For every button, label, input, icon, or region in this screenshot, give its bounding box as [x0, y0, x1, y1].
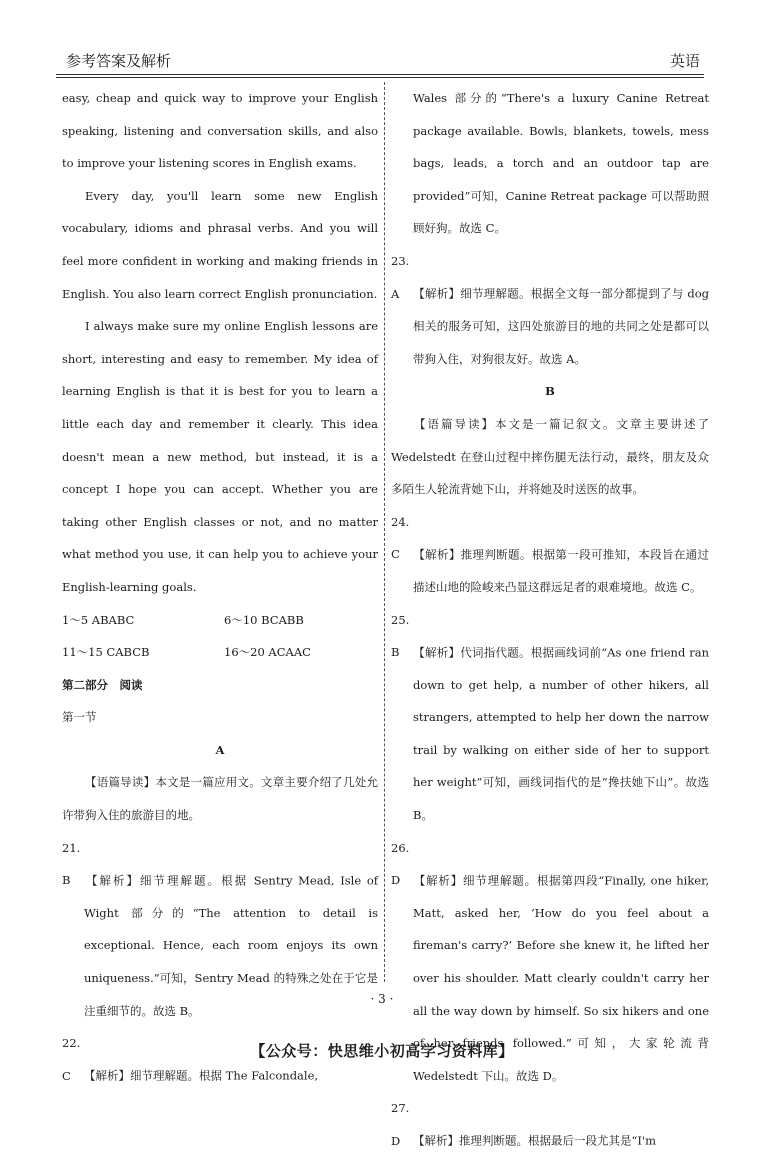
page-number: · 3 ·	[370, 992, 394, 1006]
header-subject: 英语	[669, 52, 700, 70]
guide-text: 【语篇导读】本文是一篇应用文。文章主要介绍了几处允许带狗入住的旅游目的地。	[62, 775, 378, 823]
column-divider	[384, 82, 385, 982]
answer-explanation: 21. B 【解析】细节理解题。根据 Sentry Mead, Isle of Wight 部分的“The attention to detail is exceptional. Hence, each room enjoys its own uniqueness.”可知，Sentry Mead 的特殊之处在于它是注重细节的。故选 B。	[62, 840, 378, 1018]
left-column	[62, 82, 378, 1092]
answer-explanation: 23. A 【解析】细节理解题。根据全文每一部分都提到了与 dog 相关的服务可知，这四处旅游目的地的共同之处是都可以带狗入住，对狗很友好。故选 A。	[391, 253, 709, 366]
answer-explanation: 25. B 【解析】代词指代题。根据画线词前“As one friend ran down to get help, a number of other hikers, all strangers, attempted to help her down the narrow trail by walking on either side of her to support her weight”可知，画线词指代的是“搀扶她下山”。故选 B。	[391, 612, 709, 823]
guide-text: 【语篇导读】本文是一篇记叙文。文章主要讲述了 Wedelstedt 在登山过程中摔伤腿无法行动，最终，朋友及众多陌生人轮流背她下山，并将她及时送医的故事。	[391, 416, 709, 497]
answer-explanation-cont: Wales 部分的“There's a luxury Canine Retreat package available. Bowls, blankets, towels, mess bags, leads, a torch and an outdoor tap are provided”可知，Canine Retreat package 可以帮助照顾好狗。故选 C。	[413, 91, 709, 236]
answer-row: 1～5 ABABC 6～10 BCABB	[62, 612, 304, 627]
header-rule	[56, 74, 704, 78]
header-title: 参考答案及解析	[66, 52, 172, 70]
answer-explanation: 24. C 【解析】推理判断题。根据第一段可推知，本段旨在通过描述山地的险峻来凸显这群远足者的艰难境地。故选 C。	[391, 514, 709, 594]
footer-banner: 【公众号：快思维小初高学习资料库】	[250, 1042, 514, 1060]
part-label: A	[215, 742, 225, 757]
page-header	[56, 46, 704, 72]
passage-paragraph: Every day, you'll learn some new English vocabulary, idioms and phrasal verbs. And you will feel more confident in working and making friends in English. You also learn correct English pronunciation.	[62, 188, 378, 301]
section-title: 第二部分 阅读	[62, 677, 143, 692]
passage-paragraph: I always make sure my online English lessons are short, interesting and easy to remember. My idea of learning English is that it is best for you to learn a little each day and remember it clearly. This idea doesn't mean a new method, but instead, it is a concept I hope you can accept. Whether you are taking other English classes or not, and no matter what method you use, it can help you to achieve your English-learning goals.	[62, 319, 378, 594]
subsection-title: 第一节	[62, 710, 97, 725]
part-label: B	[545, 384, 555, 399]
passage-paragraph: easy, cheap and quick way to improve your English speaking, listening and conversation skills, and also to improve your listening scores in English exams.	[62, 91, 378, 171]
answer-explanation: 22. C 【解析】细节理解题。根据 The Falcondale,	[62, 1036, 319, 1083]
answer-explanation: 26. D 【解析】细节理解题。根据第四段“Finally, one hiker, Matt, asked her, ‘How do you feel about a fireman's carry?’ Before she knew it, he lifted her over his shoulder. Matt clearly couldn't carry her all the way down by himself. So six hikers and one of her friends followed.”可知，大家轮流背 Wedelstedt 下山。故选 D。	[391, 840, 709, 1083]
answer-explanation: 27. D 【解析】推理判断题。根据最后一段尤其是“I'm	[391, 1101, 656, 1148]
answer-row: 11～15 CABCB 16～20 ACAAC	[62, 645, 311, 660]
